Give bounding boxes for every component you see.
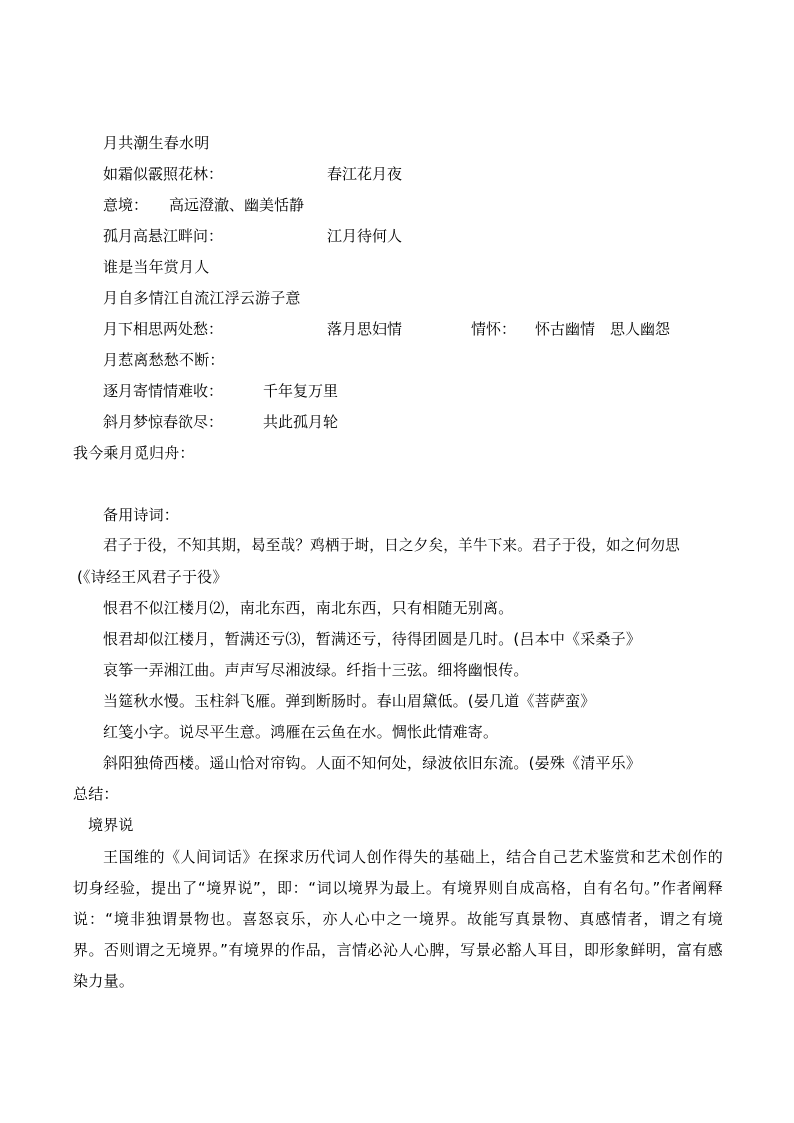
moon-line-3-value: 高远澄澈、幽美恬静 (169, 196, 305, 214)
poem-1-line-1: 君子于役，不知其期，曷至哉？鸡栖于埘，日之夕矣，羊牛下来。君子于役，如之何勿思 (103, 537, 680, 554)
moon-line-9-right: 千年复万里 (263, 382, 339, 400)
moon-line-7-middle: 落月思妇情 (327, 320, 403, 338)
moon-line-7-label: 情怀： (471, 320, 517, 338)
moon-line-3-label: 意境： (103, 196, 149, 214)
moon-line-2-right: 春江花月夜 (327, 165, 403, 183)
moon-line-7-value: 怀古幽情 思人幽怨 (535, 320, 671, 338)
summary-paragraph: 王国维的《人间词话》在探求历代词人创作得失的基础上，结合自己艺术鉴赏和艺术创作的切身经验，提出了“境界说”，即：“词以境界为最上。有境界则自成高格，自有名句。”作者阐释说：“境非独谓景物也。喜怒哀乐，亦人心中之一境界。故能写真景物、真感情者，谓之有境界。否则谓之无境界。”有境界的作品，言情必沁人心脾，写景必豁人耳目，即形象鲜明，富有感染力量。 (73, 848, 723, 990)
moon-line-10-right: 共此孤月轮 (263, 413, 339, 431)
poem-4-line-2: 斜阳独倚西楼。遥山恰对帘钩。人面不知何处，绿波依旧东流。(晏殊《清平乐》 (103, 754, 642, 772)
moon-line-7-left: 月下相思两处愁： (103, 320, 224, 338)
moon-line-9-left: 逐月寄情情难收： (103, 382, 224, 400)
poem-2-line-1: 恨君不似江楼月⑵，南北东西，南北东西，只有相随无别离。 (103, 599, 514, 617)
moon-line-4-right: 江月待何人 (327, 227, 403, 245)
summary-heading: 总结： (73, 785, 119, 803)
moon-line-10-left: 斜月梦惊春欲尽： (103, 413, 224, 431)
summary-subheading: 境界说 (88, 816, 134, 834)
poem-1-line-2: (《诗经王风君子于役》 (77, 568, 228, 586)
poem-3-line-1: 哀筝一弄湘江曲。声声写尽湘波绿。纤指十三弦。细将幽恨传。 (103, 661, 529, 679)
moon-line-1: 月共潮生春水明 (103, 134, 210, 152)
moon-line-6: 月自多情江自流江浮云游子意 (103, 289, 301, 307)
poem-3-line-2: 当筵秋水慢。玉柱斜飞雁。弹到断肠时。春山眉黛低。(晏几道《菩萨蛮》 (103, 692, 596, 710)
moon-line-4-left: 孤月高悬江畔问： (103, 227, 224, 245)
moon-line-11: 我今乘月觅归舟： (73, 444, 195, 462)
moon-line-2-left: 如霜似霰照花林： (103, 165, 224, 183)
backup-poems-heading: 备用诗词： (103, 506, 180, 524)
poem-2-line-2: 恨君却似江楼月，暂满还亏⑶，暂满还亏，待得团圆是几时。(吕本中《采桑子》 (103, 630, 642, 648)
moon-line-8: 月惹离愁愁不断： (103, 351, 225, 369)
moon-line-5: 谁是当年赏月人 (103, 258, 210, 276)
poem-4-line-1: 红笺小字。说尽平生意。鸿雁在云鱼在水。惆怅此情难寄。 (103, 723, 499, 741)
